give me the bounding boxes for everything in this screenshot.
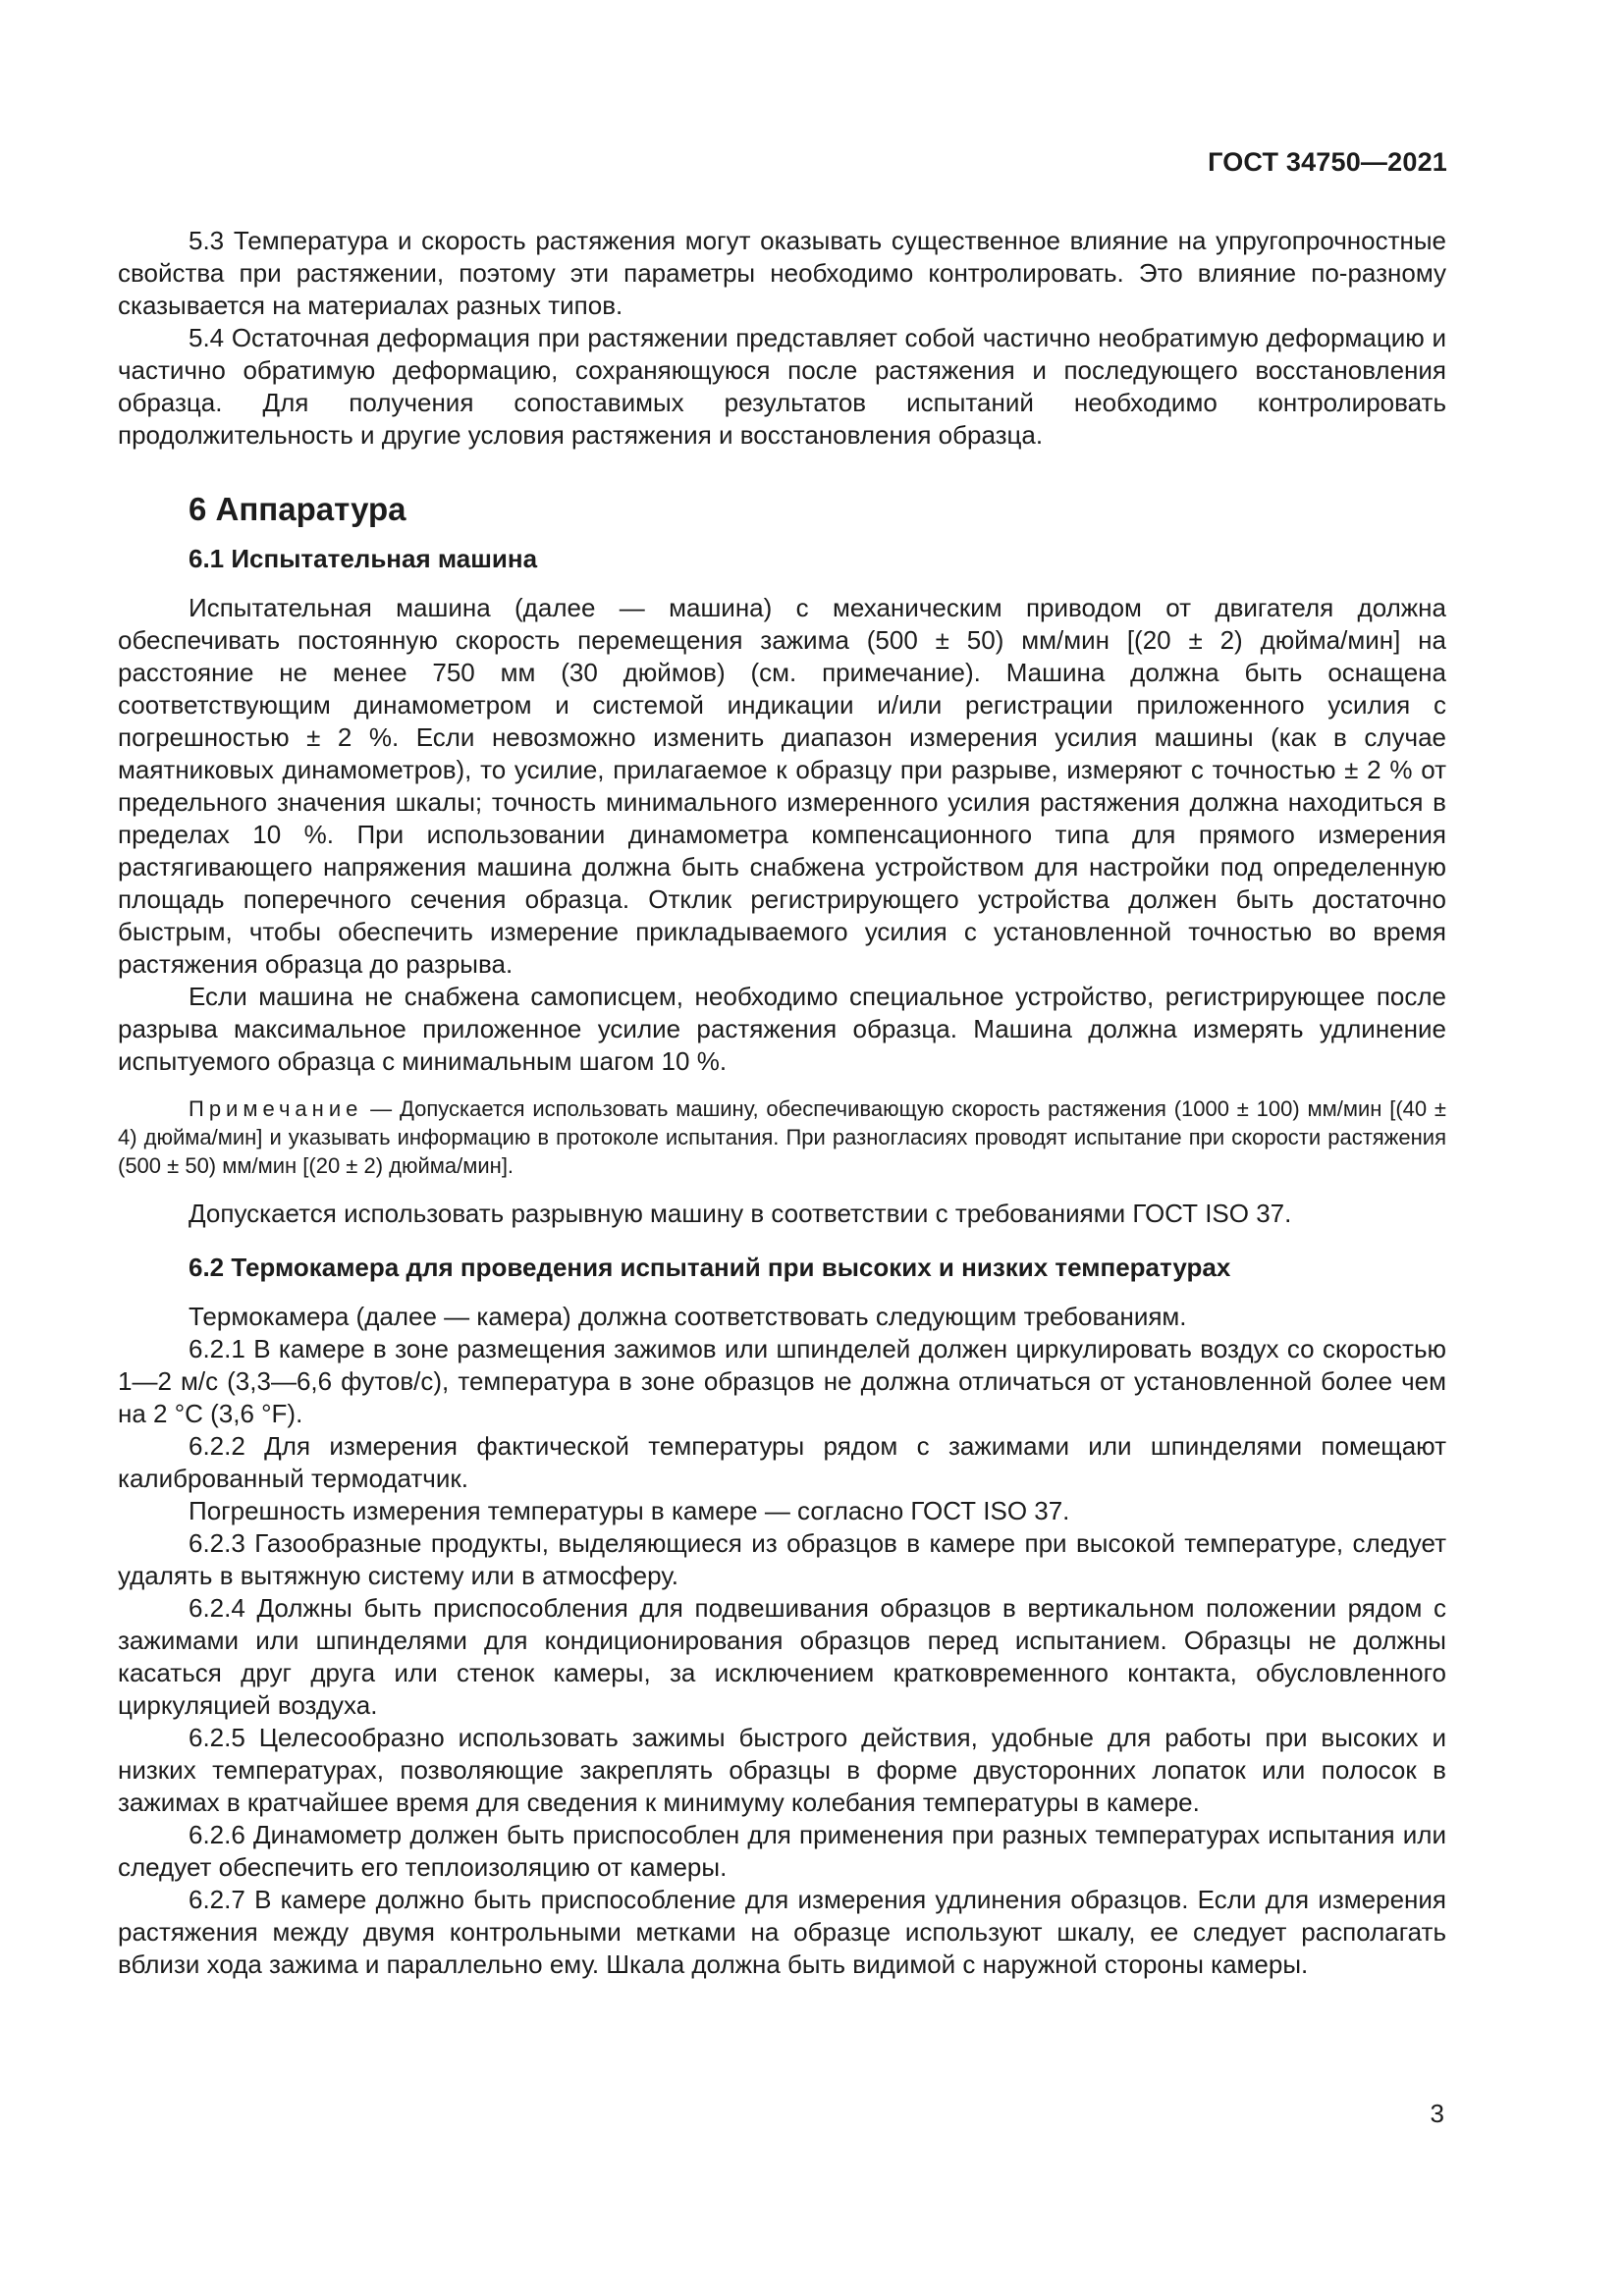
paragraph-6-1-b: Если машина не снабжена самописцем, необходимо специальное устройство, регистрирующее после разрыва максимальное приложенное усилие растяжения образца. Машина должна измерять удлинение испытуемого образца с минимальным шагом 10 %. [118,982,1446,1076]
subsection-6-2-heading: 6.2 Термокамера для проведения испытаний при высоких и низких температурах [189,1253,1231,1282]
paragraph-6-2-4: 6.2.4 Должны быть приспособления для подвешивания образцов в вертикальном положении рядом с зажимами или шпинделями для кондиционирования образцов перед испытанием. Образцы не должны касаться друг друга или стенок камеры, за исключением кратковременного контакта, обусловленного циркуляцией воздуха. [118,1593,1446,1720]
note-text: — Допускается использовать машину, обеспечивающую скорость растяжения (1000 ± 100) мм/мин [(40 ± 4) дюйма/мин] и указывать информацию в протоколе испытания. При разногласиях проводят испытание при скорости растяжения (500 ± 50) мм/мин [(20 ± 2) дюйма/мин]. [118,1096,1446,1178]
page-number: 3 [1430,2099,1444,2128]
note-block [118,1095,1446,1180]
paragraph-6-2-2: 6.2.2 Для измерения фактической температуры рядом с зажимами или шпинделями помещают калиброванный термодатчик. [118,1431,1446,1493]
paragraph-6-2-6: 6.2.6 Динамометр должен быть приспособлен для применения при разных температурах испытания или следует обеспечить его теплоизоляцию от камеры. [118,1820,1446,1882]
paragraph-6-1-c: Допускается использовать разрывную машину в соответствии с требованиями ГОСТ ISO 37. [189,1199,1292,1228]
section-6-heading: 6 Аппаратура [189,491,406,527]
document-id-header: ГОСТ 34750—2021 [1208,147,1447,177]
subsection-6-1-heading: 6.1 Испытательная машина [189,544,538,573]
paragraph-6-2-5: 6.2.5 Целесообразно использовать зажимы быстрого действия, удобные для работы при высоких и низких температурах, позволяющие закреплять образцы в форме двусторонних лопаток или полосок в зажимах в кратчайшее время для сведения к минимуму колебания температуры в камере. [118,1723,1446,1817]
paragraph-6-1-a: Испытательная машина (далее — машина) с механическим приводом от двигателя должна обеспечивать постоянную скорость перемещения зажима (500 ± 50) мм/мин [(20 ± 2) дюйма/мин] на расстояние не менее 750 мм (30 дюймов) (см. примечание). Машина должна быть оснащена соответствующим динамометром и системой индикации и/или регистрации приложенного усилия с погрешностью ± 2 %. Если невозможно изменить диапазон измерения усилия машины (как в случае маятниковых динамометров), то усилие, прилагаемое к образцу при разрыве, измеряют с точностью ± 2 % от предельного значения шкалы; точность минимального измеренного усилия растяжения должна находиться в пределах 10 %. При использовании динамометра компенсационного типа для прямого измерения растягивающего напряжения машина должна быть снабжена устройством для настройки под определенную площадь поперечного сечения образца. Отклик регистрирующего устройства должен быть достаточно быстрым, чтобы обеспечить измерение прикладываемого усилия с установленной точностью во время растяжения образца до разрыва. [118,593,1446,979]
paragraph-6-2-7: 6.2.7 В камере должно быть приспособление для измерения удлинения образцов. Если для измерения растяжения между двумя контрольными метками на образце используют шкалу, ее следует располагать вблизи хода зажима и параллельно ему. Шкала должна быть видимой с наружной стороны камеры. [118,1885,1446,1979]
paragraph-6-2-3: 6.2.3 Газообразные продукты, выделяющиеся из образцов в камере при высокой температуре, следует удалять в вытяжную систему или в атмосферу. [118,1528,1446,1590]
document-body [118,225,1446,1981]
paragraph-5-4: 5.4 Остаточная деформация при растяжении представляет собой частично необратимую деформацию и частично обратимую деформацию, сохраняющуюся после растяжения и последующего восстановления образца. Для получения сопоставимых результатов испытаний необходимо контролировать продолжительность и другие условия растяжения и восстановления образца. [118,323,1446,450]
note-label: Примечание [189,1096,363,1121]
paragraph-6-2: Термокамера (далее — камера) должна соответствовать следующим требованиям. [189,1302,1187,1331]
paragraph-6-2-1: 6.2.1 В камере в зоне размещения зажимов или шпинделей должен циркулировать воздух со скоростью 1—2 м/с (3,3—6,6 футов/с), температура в зоне образцов не должна отличаться от установленной более чем на 2 °С (3,6 °F). [118,1334,1446,1428]
paragraph-6-2-2-b: Погрешность измерения температуры в камере — согласно ГОСТ ISO 37. [189,1496,1070,1525]
paragraph-5-3: 5.3 Температура и скорость растяжения могут оказывать существенное влияние на упругопрочностные свойства при растяжении, поэтому эти параметры необходимо контролировать. Это влияние по-разному сказывается на материалах разных типов. [118,226,1446,320]
